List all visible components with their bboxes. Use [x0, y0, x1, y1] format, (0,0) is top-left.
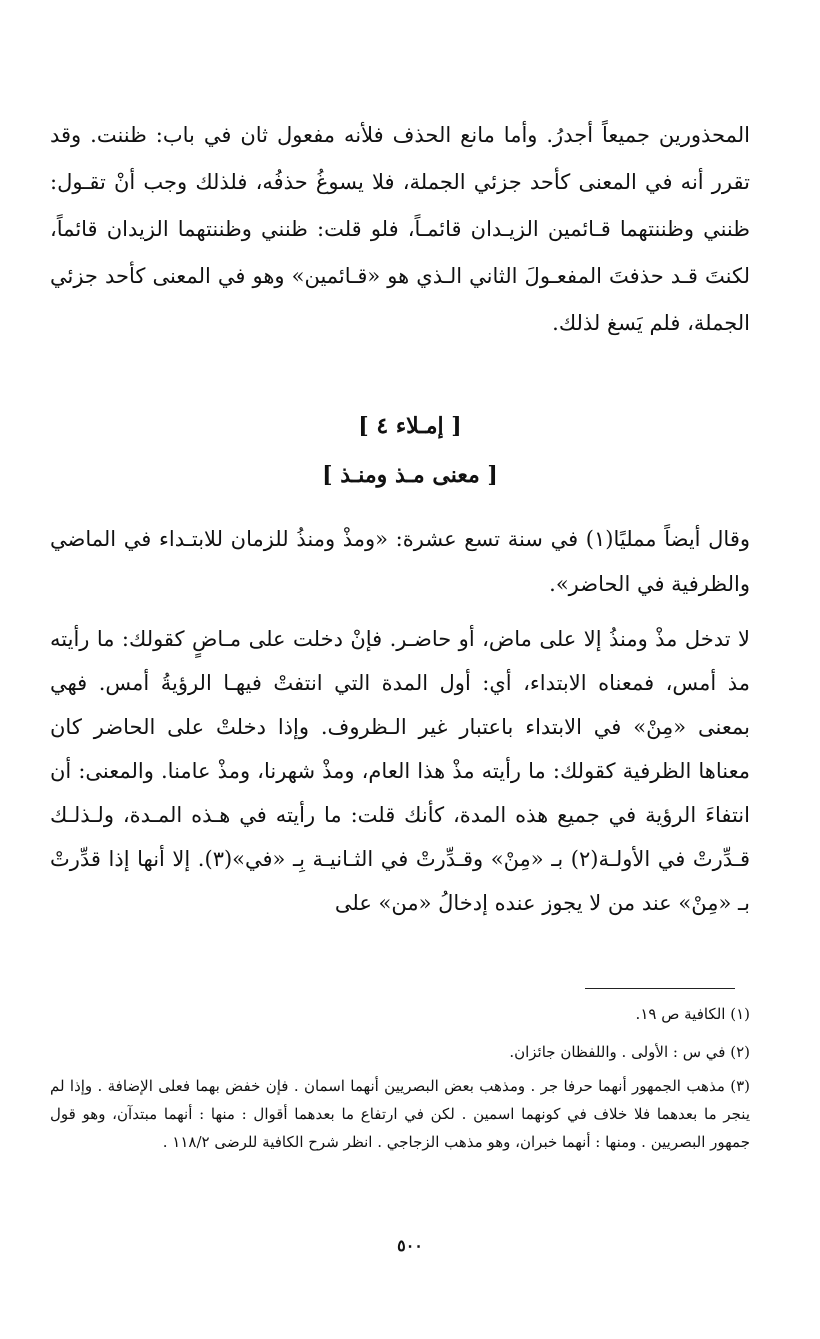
paragraph-2: وقال أيضاً ممليًا(١) في سنة تسع عشرة: «ومذْ ومنذُ للزمان للابتـداء في الماضي والظرفية في الحاضر».: [50, 527, 750, 596]
paragraph-3: لا تدخل مذْ ومنذُ إلا على ماض، أو حاضـر. فإنْ دخلت على مـاضٍ كقولك: ما رأيته مذ أمس، فمعناه الابتداء، أي: أول المدة التي انتفتْ فيهـا الرؤيةُ أمس. فهي بمعنى «مِنْ» في الابتداء باعتبار غير الـظروف. وإذا دخلتْ على الحاضر كان معناها الظرفية كقولك: ما رأيته مذْ هذا العام، ومذْ شهرنا، ومذْ عامنا. والمعنى: أن انتفاءَ الرؤية في جميع هذه المدة، كأنك قلت: ما رأيته في هـذه المـدة، ولـذلـك قـدِّرتْ في الأولـة(٢) بـ «مِنْ» وقـدِّرتْ في الثـانيـة بِـ «في»(٣). إلا أنها إذا قدِّرتْ بـ «مِنْ» عند من لا يجوز عنده إدخالُ «من» على: [50, 627, 750, 915]
footnote-3: (٣) مذهب الجمهور أنهما حرفا جر . ومذهب بعض البصريين أنهما اسمان . فإن خفض بهما فعلى الإضافة . وإذا لم ينجر ما بعدهما فلا خلاف في كونهما اسمين . لكن في ارتفاع ما بعدهما أقوال : منها : أنهما مبتدآن، وهو قول جمهور البصريين . ومنها : أنهما خبران، وهو مذهب الزجاجي . انظر شرح الكافية للرضى ١١٨/٢ .: [50, 1077, 750, 1151]
dictation-heading: [ إمـلاء ٤ ]: [358, 413, 462, 439]
footnote-2: (٢) في س : الأولى . واللفظان جائزان.: [509, 1043, 750, 1061]
footnote-1: (١) الكافية ص ١٩.: [635, 1005, 750, 1023]
footnote-separator: [585, 988, 735, 989]
paragraph-1: المحذورين جميعاً أجدرُ. وأما مانع الحذف فلأنه مفعول ثان في باب: ظننت. وقد تقرر أنه في المعنى كأحد جزئي الجملة، فلا يسوغُ حذفُه، فلذلك وجب أنْ تقـول: ظنني وظننتهما قـائمين الزيـدان قائمـاً، فلو قلت: ظنني وظننتهما الزيدان قائماً، لكنتَ قـد حذفتَ المفعـولَ الثاني الـذي هو «قـائمين» وهو في المعنى كأحد جزئي الجملة، فلم يَسغ لذلك.: [50, 123, 750, 335]
topic-heading: [ معنى مـذ ومنـذ ]: [322, 462, 498, 488]
page-number: ٥٠٠: [397, 1236, 423, 1255]
